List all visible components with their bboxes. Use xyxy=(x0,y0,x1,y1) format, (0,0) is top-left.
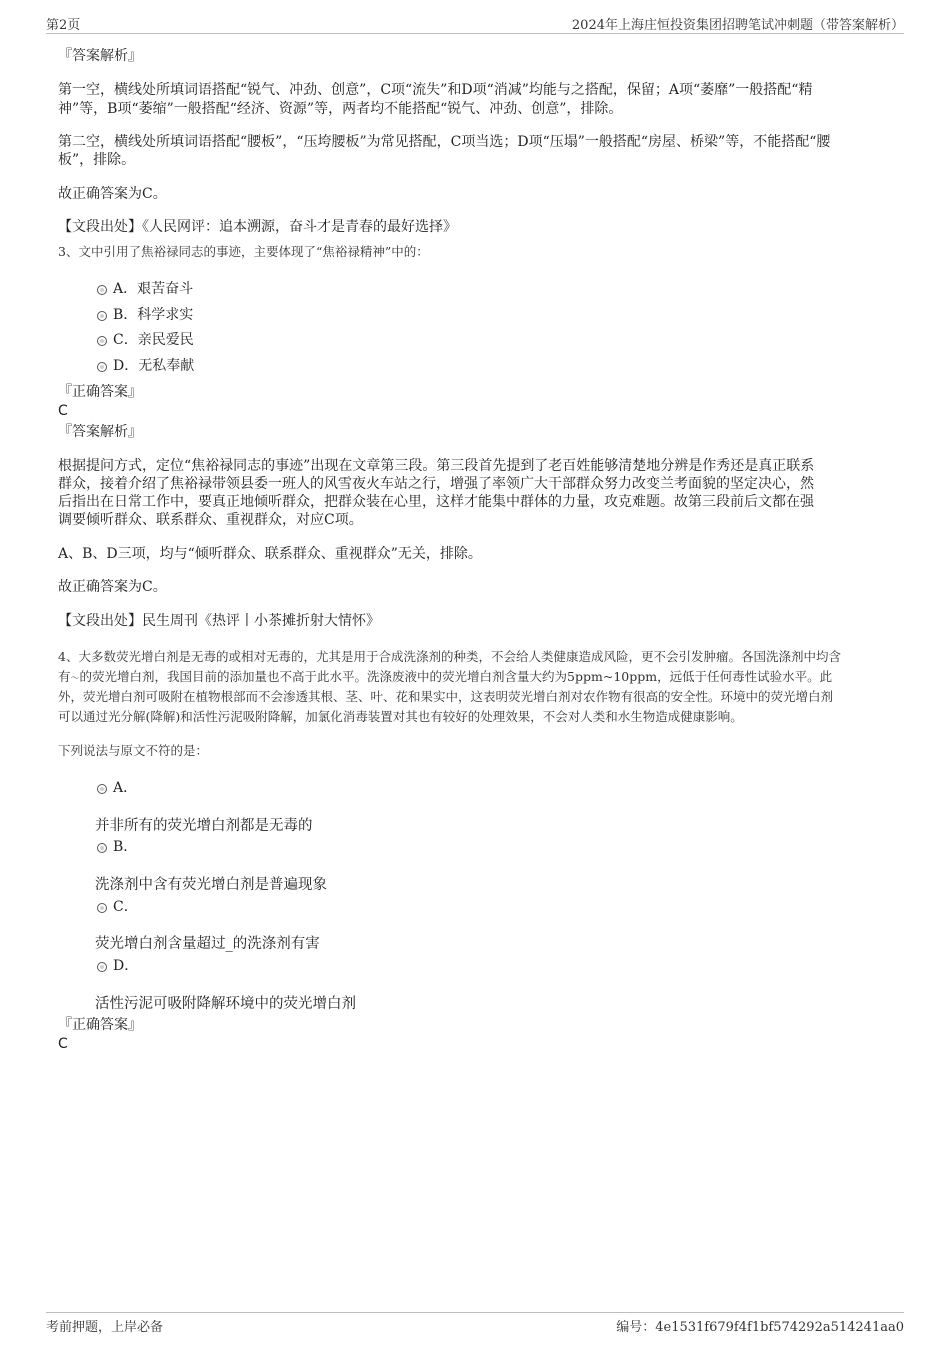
analysis-label: 『答案解析』 xyxy=(58,424,142,440)
analysis-paragraph-line: 后指出在日常工作中，要真正地倾听群众，把群众装在心里，这样才能集中群体的力量，攻克难题。故第三段前后文都在强 xyxy=(58,494,814,510)
radio-button[interactable] xyxy=(97,903,107,913)
analysis-paragraph-line: 群众，接着介绍了焦裕禄带领县委一班人的风雪夜火车站之行，增强了率领广大干部群众努力改变兰考面貌的坚定决心，然 xyxy=(58,476,814,492)
option-letter: C． xyxy=(113,899,138,915)
option-letter: D． xyxy=(113,958,139,974)
answer-label: 『正确答案』 xyxy=(58,1017,142,1033)
radio-button[interactable] xyxy=(97,784,107,794)
radio-button[interactable] xyxy=(97,336,107,346)
question-stem-line: 外，荧光增白剂可吸附在植物根部而不会渗透其根、茎、叶、花和果实中，这表明荧光增白剂对农作物有很高的安全性。环境中的荧光增白剂 xyxy=(58,689,834,704)
analysis-paragraph-line: 根据提问方式，定位“焦裕禄同志的事迹”出现在文章第三段。第三段首先提到了老百姓能够清楚地分辨是作秀还是真正联系 xyxy=(58,458,815,474)
radio-button[interactable] xyxy=(97,311,107,321)
option-label: B．科学求实 xyxy=(113,307,194,323)
page-footer xyxy=(46,1312,904,1335)
option-text: 并非所有的荧光增白剂都是无毒的 xyxy=(95,818,313,834)
radio-button[interactable] xyxy=(97,962,107,972)
page-header xyxy=(46,13,904,34)
analysis-paragraph-line: 神”等，B项“萎缩”一般搭配“经济、资源”等，两者均不能搭配“锐气、冲劲、创意”，排除。 xyxy=(58,101,623,117)
radio-button[interactable] xyxy=(97,285,107,295)
answer-value: C xyxy=(58,1036,68,1052)
source-text: 【文段出处】民生周刊《热评丨小茶摊折射大情怀》 xyxy=(58,613,380,629)
option-letter: B． xyxy=(113,839,138,855)
radio-button[interactable] xyxy=(97,843,107,853)
radio-button[interactable] xyxy=(97,362,107,372)
footer-slogan: 考前押题，上岸必备 xyxy=(46,1320,164,1335)
analysis-label: 『答案解析』 xyxy=(58,48,142,64)
analysis-paragraph-line: 调要倾听群众、联系群众、重视群众，对应C项。 xyxy=(58,512,363,528)
document-title: 2024年上海庄恒投资集团招聘笔试冲刺题（带答案解析） xyxy=(571,18,904,33)
page-number: 第2页 xyxy=(46,18,81,33)
option-text: 洗涤剂中含有荧光增白剂是普遍现象 xyxy=(95,877,327,893)
question-stem-line: 有～的荧光增白剂，我国目前的添加量也不高于此水平。洗涤废液中的荧光增白剂含量大约为5ppm~10ppm，远低于任何毒性试验水平。此 xyxy=(58,669,833,684)
question-stem: 3、文中引用了焦裕禄同志的事迹，主要体现了“焦裕禄精神”中的： xyxy=(58,244,429,259)
analysis-paragraph-line: A、B、D三项，均与“倾听群众、联系群众、重视群众”无关，排除。 xyxy=(58,546,482,562)
document-id: 编号：4e1531f679f4f1bf574292a514241aa0 xyxy=(616,1320,904,1335)
option-text: 荧光增白剂含量超过_的洗涤剂有害 xyxy=(95,936,320,952)
analysis-paragraph-line: 第二空，横线处所填词语搭配“腰板”，“压垮腰板”为常见搭配，C项当选；D项“压塌”一般搭配“房屋、桥梁”等，不能搭配“腰 xyxy=(58,134,831,150)
answer-value: C xyxy=(58,403,68,419)
option-label: C．亲民爱民 xyxy=(113,332,194,348)
answer-label: 『正确答案』 xyxy=(58,384,142,400)
source-text: 【文段出处】《人民网评：追本溯源，奋斗才是青春的最好选择》 xyxy=(58,219,457,235)
conclusion-text: 故正确答案为C。 xyxy=(58,186,167,202)
question-stem-line: 4、大多数荧光增白剂是无毒的或相对无毒的，尤其是用于合成洗涤剂的种类，不会给人类健康造成风险，更不会引发肿瘤。各国洗涤剂中均含 xyxy=(58,649,841,664)
option-text: 活性污泥可吸附降解环境中的荧光增白剂 xyxy=(95,996,356,1012)
question-prompt: 下列说法与原文不符的是： xyxy=(58,743,209,758)
question-stem-line: 可以通过光分解(降解)和活性污泥吸附降解，加氯化消毒装置对其也有较好的处理效果，不会对人类和水生物造成健康影响。 xyxy=(58,709,743,724)
option-label: D．无私奉献 xyxy=(113,358,195,374)
analysis-paragraph-line: 第一空，横线处所填词语搭配“锐气、冲劲、创意”，C项“流失”和D项“消减”均能与之搭配，保留；A项“萎靡”一般搭配“精 xyxy=(58,82,813,98)
analysis-paragraph-line: 板”，排除。 xyxy=(58,152,136,168)
conclusion-text: 故正确答案为C。 xyxy=(58,579,167,595)
inline-tilde: ～ xyxy=(70,674,80,684)
option-letter: A． xyxy=(113,780,138,796)
option-label: A．艰苦奋斗 xyxy=(113,281,194,297)
